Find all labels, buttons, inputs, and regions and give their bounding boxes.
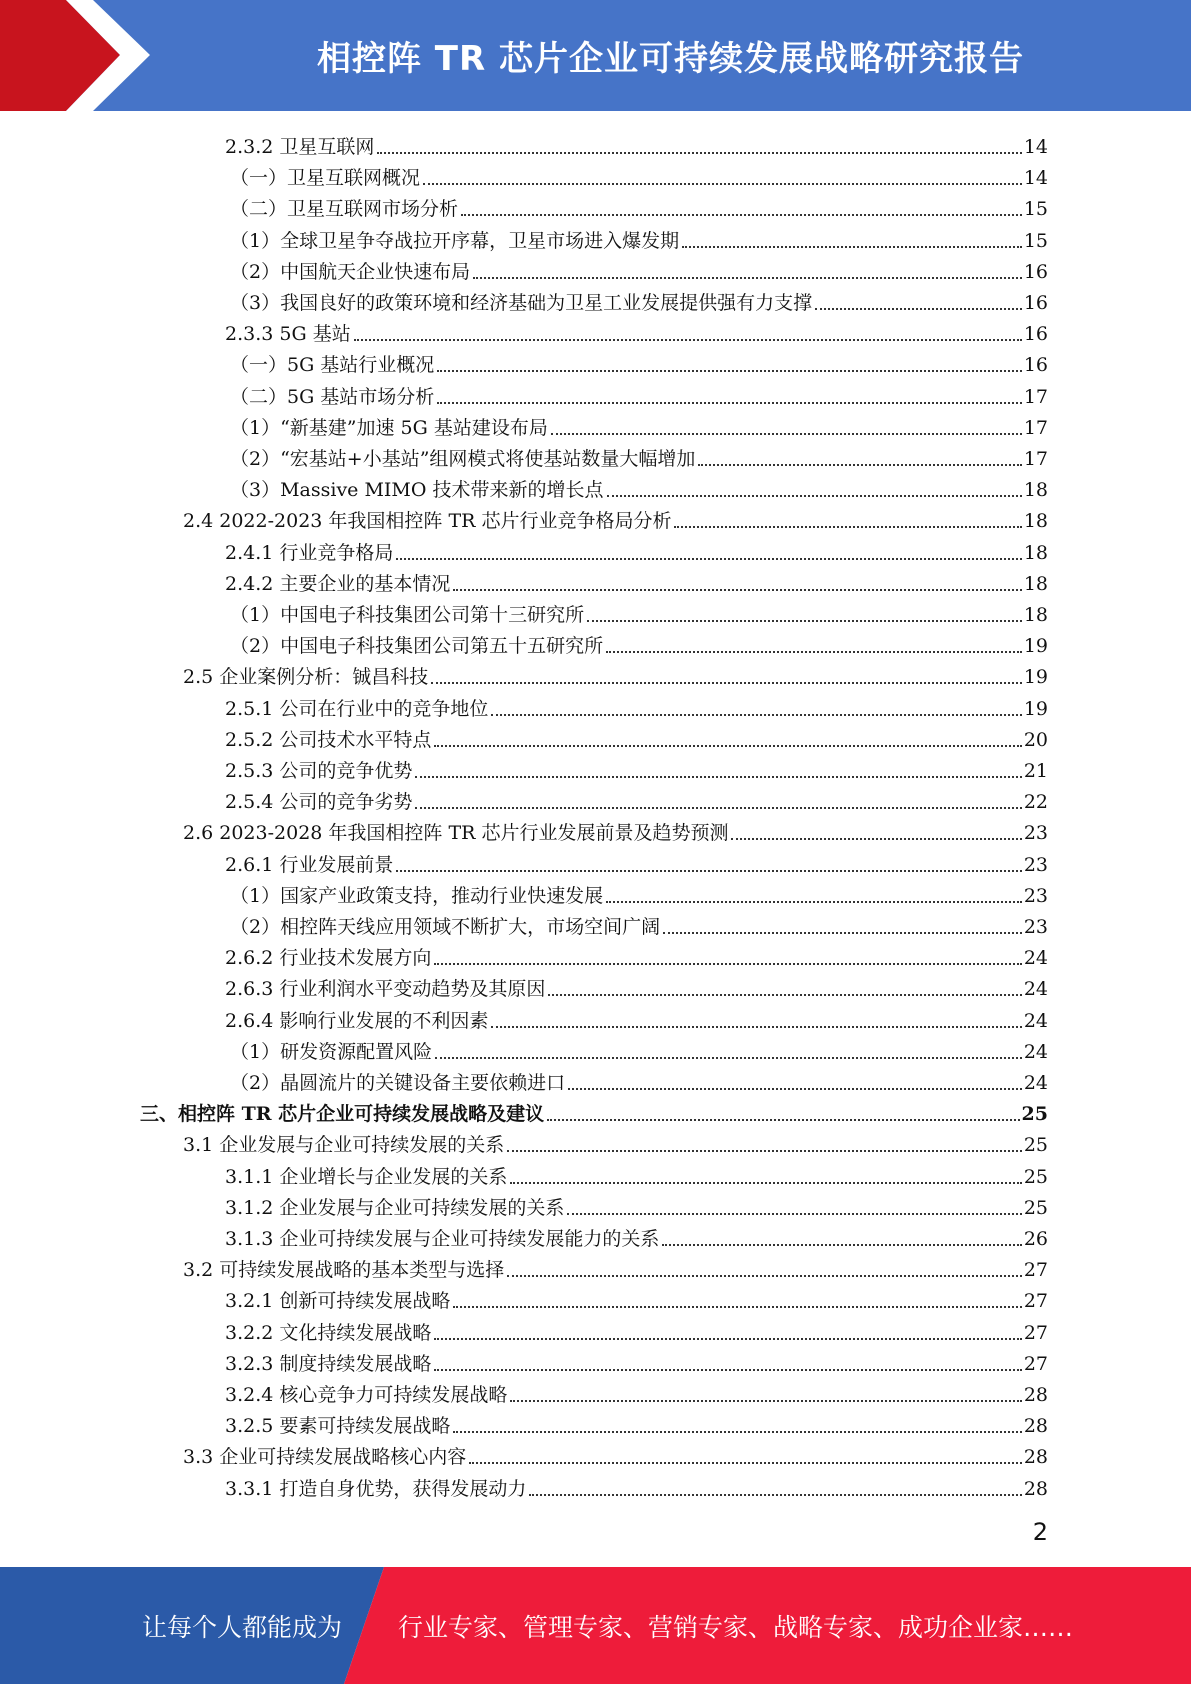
toc-entry-title: 三、相控阵 TR 芯片企业可持续发展战略及建议 — [140, 1103, 545, 1126]
toc-entry-page: 28 — [1023, 1415, 1048, 1438]
toc-entry-page: 15 — [1023, 198, 1048, 221]
toc-dot-leader — [396, 869, 1021, 872]
toc-entry[interactable] — [230, 627, 1048, 658]
toc-dot-leader — [461, 213, 1022, 216]
toc-dot-leader — [437, 401, 1022, 404]
toc-entry-title: （1）研发资源配置风险 — [230, 1040, 433, 1063]
toc-dot-leader — [587, 619, 1022, 622]
toc-entry-title: 2.5.1 公司在行业中的竞争地位 — [225, 697, 489, 720]
toc-entry-page: 27 — [1023, 1321, 1048, 1344]
toc-entry-page: 17 — [1023, 416, 1048, 439]
toc-entry[interactable] — [225, 721, 1048, 752]
toc-entry-title: （1）全球卫星争夺战拉开序幕，卫星市场进入爆发期 — [230, 229, 680, 252]
toc-entry[interactable] — [230, 877, 1048, 908]
toc-entry-page: 17 — [1023, 385, 1048, 408]
toc-dot-leader — [491, 713, 1021, 716]
toc-dot-leader — [434, 744, 1021, 747]
toc-entry-title: 3.2 可持续发展战略的基本类型与选择 — [183, 1259, 505, 1282]
toc-entry-title: （2）中国电子科技集团公司第五十五研究所 — [230, 635, 604, 658]
toc-entry-page: 16 — [1023, 260, 1048, 283]
toc-entry-page: 23 — [1023, 853, 1048, 876]
toc-entry-title: （3）我国良好的政策环境和经济基础为卫星工业发展提供强有力支撑 — [230, 292, 813, 314]
toc-entry-title: 3.3.1 打造自身优势，获得发展动力 — [225, 1477, 527, 1500]
toc-entry[interactable] — [230, 440, 1048, 471]
toc-entry[interactable] — [183, 814, 1048, 845]
toc-entry[interactable] — [225, 783, 1048, 814]
toc-dot-leader — [682, 245, 1022, 248]
toc-entry-title: （1）中国电子科技集团公司第十三研究所 — [230, 604, 585, 626]
toc-entry[interactable] — [230, 1033, 1048, 1064]
toc-entry[interactable] — [230, 378, 1048, 409]
toc-entry-title: 3.2.1 创新可持续发展战略 — [225, 1290, 451, 1313]
toc-entry-page: 22 — [1023, 791, 1048, 814]
toc-entry-title: 3.1.1 企业增长与企业发展的关系 — [225, 1165, 508, 1188]
toc-entry-title: 2.5.4 公司的竞争劣势 — [225, 791, 413, 814]
toc-entry-title: 3.3 企业可持续发展战略核心内容 — [183, 1446, 467, 1469]
toc-entry[interactable] — [225, 846, 1048, 877]
toc-entry-page: 25 — [1023, 1196, 1048, 1219]
toc-dot-leader — [529, 1493, 1021, 1496]
toc-entry[interactable] — [225, 939, 1048, 970]
toc-entry-page: 14 — [1023, 136, 1048, 158]
toc-entry-title: 2.5.3 公司的竞争优势 — [225, 760, 413, 782]
toc-entry-title: （1）“新基建”加速 5G 基站建设布局 — [230, 416, 548, 439]
page-header — [0, 0, 1191, 111]
toc-entry-page: 25 — [1021, 1103, 1048, 1126]
toc-entry-title: 2.3.3 5G 基站 — [225, 323, 351, 346]
toc-entry-page: 28 — [1023, 1477, 1048, 1500]
toc-entry-page: 25 — [1023, 1165, 1048, 1188]
toc-entry[interactable] — [183, 1251, 1048, 1282]
toc-entry-page: 24 — [1023, 978, 1048, 1001]
toc-entry[interactable] — [225, 690, 1048, 721]
toc-entry-page: 14 — [1023, 167, 1048, 190]
toc-dot-leader — [434, 1368, 1021, 1371]
toc-dot-leader — [567, 1212, 1021, 1215]
footer-slogan-left: 让每个人都能成为 — [142, 1612, 343, 1642]
toc-entry-title: 2.6.4 影响行业发展的不利因素 — [225, 1009, 489, 1032]
toc-entry-title: 2.5 企业案例分析：铖昌科技 — [183, 666, 429, 689]
toc-entry[interactable] — [225, 1314, 1048, 1345]
toc-dot-leader — [547, 1118, 1019, 1121]
toc-entry-title: （2）相控阵天线应用领域不断扩大，市场空间广阔 — [230, 916, 661, 938]
toc-entry-page: 15 — [1023, 229, 1048, 252]
toc-entry-page: 16 — [1023, 292, 1048, 314]
toc-dot-leader — [431, 681, 1022, 684]
toc-entry-page: 24 — [1023, 947, 1048, 970]
toc-entry-page: 28 — [1023, 1446, 1048, 1469]
toc-entry-page: 24 — [1023, 1009, 1048, 1032]
footer-slogan-right: 行业专家、管理专家、营销专家、战略专家、成功企业家…… — [398, 1612, 1074, 1642]
toc-entry[interactable] — [225, 1345, 1048, 1376]
toc-entry-title: 2.6 2023-2028 年我国相控阵 TR 芯片行业发展前景及趋势预测 — [183, 822, 729, 845]
toc-entry-page: 18 — [1023, 541, 1048, 564]
toc-entry[interactable] — [230, 908, 1048, 939]
toc-dot-leader — [434, 962, 1021, 965]
toc-entry[interactable] — [225, 1376, 1048, 1407]
toc-entry[interactable] — [183, 1438, 1048, 1469]
toc-dot-leader — [415, 806, 1021, 809]
toc-entry[interactable] — [225, 128, 1048, 159]
toc-dot-leader — [548, 993, 1021, 996]
toc-dot-leader — [469, 1461, 1022, 1464]
toc-dot-leader — [663, 931, 1022, 934]
toc-dot-leader — [453, 588, 1021, 591]
toc-entry[interactable] — [225, 1220, 1048, 1251]
toc-dot-leader — [607, 494, 1022, 497]
toc-entry[interactable] — [183, 658, 1048, 689]
toc-dot-leader — [674, 525, 1021, 528]
toc-entry-page: 17 — [1023, 448, 1048, 470]
toc-entry[interactable] — [225, 1002, 1048, 1033]
toc-dot-leader — [437, 369, 1022, 372]
toc-entry[interactable] — [230, 471, 1048, 502]
toc-entry-title: （一）卫星互联网概况 — [230, 167, 421, 190]
toc-entry-title: 2.4 2022-2023 年我国相控阵 TR 芯片行业竞争格局分析 — [183, 510, 672, 533]
toc-entry-title: 3.2.2 文化持续发展战略 — [225, 1321, 432, 1344]
toc-entry[interactable] — [225, 315, 1048, 346]
toc-dot-leader — [423, 182, 1022, 185]
toc-entry-title: （二）卫星互联网市场分析 — [230, 198, 459, 221]
toc-dot-leader — [568, 1087, 1022, 1090]
toc-entry-title: （一）5G 基站行业概况 — [230, 354, 435, 377]
toc-entry[interactable] — [225, 970, 1048, 1001]
toc-dot-leader — [698, 463, 1021, 466]
toc-entry[interactable] — [225, 1282, 1048, 1313]
toc-entry[interactable] — [225, 1189, 1048, 1220]
toc-entry-page: 26 — [1023, 1228, 1048, 1250]
toc-entry-page: 27 — [1023, 1290, 1048, 1313]
toc-dot-leader — [435, 1056, 1022, 1059]
toc-dot-leader — [453, 1430, 1021, 1433]
toc-dot-leader — [453, 1305, 1021, 1308]
report-title: 相控阵 TR 芯片企业可持续发展战略研究报告 — [316, 39, 1025, 79]
toc-entry-title: 3.2.3 制度持续发展战略 — [225, 1352, 432, 1375]
toc-entry-title: 3.2.4 核心竞争力可持续发展战略 — [225, 1384, 508, 1406]
toc-entry-page: 18 — [1023, 604, 1048, 626]
toc-dot-leader — [507, 1274, 1022, 1277]
toc-dot-leader — [662, 1243, 1021, 1246]
page-number: 2 — [1032, 1518, 1048, 1546]
toc-entry-page: 21 — [1023, 760, 1048, 782]
toc-entry[interactable] — [225, 1158, 1048, 1189]
toc-entry-title: （二）5G 基站市场分析 — [230, 385, 435, 408]
toc-entry-page: 25 — [1023, 1134, 1048, 1157]
toc-entry-title: 3.1 企业发展与企业可持续发展的关系 — [183, 1134, 505, 1157]
toc-entry[interactable] — [183, 1126, 1048, 1157]
toc-entry-title: 2.6.3 行业利润水平变动趋势及其原因 — [225, 978, 546, 1001]
toc-entry-title: 2.4.2 主要企业的基本情况 — [225, 572, 451, 595]
toc-dot-leader — [731, 837, 1021, 840]
toc-entry[interactable] — [230, 284, 1048, 315]
toc-entry-title: 2.5.2 公司技术水平特点 — [225, 728, 432, 751]
toc-entry[interactable] — [230, 1064, 1048, 1095]
toc-entry[interactable] — [230, 596, 1048, 627]
toc-dot-leader — [551, 432, 1022, 435]
toc-entry[interactable] — [225, 1407, 1048, 1438]
toc-entry[interactable] — [230, 222, 1048, 253]
toc-dot-leader — [473, 276, 1022, 279]
toc-entry[interactable] — [225, 534, 1048, 565]
toc-entry-page: 19 — [1023, 635, 1048, 658]
toc-entry[interactable] — [183, 502, 1048, 533]
toc-dot-leader — [510, 1181, 1021, 1184]
toc-dot-leader — [377, 151, 1021, 154]
toc-dot-leader — [415, 775, 1021, 778]
toc-entry-page: 28 — [1023, 1384, 1048, 1406]
toc-entry-page: 19 — [1023, 697, 1048, 720]
toc-entry-page: 24 — [1023, 1072, 1048, 1094]
toc-dot-leader — [396, 557, 1021, 560]
toc-entry-page: 18 — [1023, 572, 1048, 595]
toc-entry[interactable] — [225, 565, 1048, 596]
toc-entry-title: （2）晶圆流片的关键设备主要依赖进口 — [230, 1072, 566, 1094]
toc-entry[interactable] — [225, 752, 1048, 783]
toc-entry[interactable] — [230, 159, 1048, 190]
toc-entry[interactable] — [225, 1470, 1048, 1501]
toc-entry-title: 2.3.2 卫星互联网 — [225, 136, 375, 158]
toc-entry-page: 23 — [1023, 822, 1048, 845]
toc-entry-page: 27 — [1023, 1259, 1048, 1282]
toc-dot-leader — [606, 900, 1022, 903]
toc-entry-page: 16 — [1023, 354, 1048, 377]
toc-entry-title: （2）“宏基站+小基站”组网模式将使基站数量大幅增加 — [230, 448, 696, 470]
toc-entry[interactable] — [230, 346, 1048, 377]
toc-entry-title: （1）国家产业政策支持，推动行业快速发展 — [230, 884, 604, 907]
toc-dot-leader — [815, 307, 1022, 310]
toc-entry-page: 27 — [1023, 1352, 1048, 1375]
toc-entry-page: 18 — [1023, 479, 1048, 502]
toc-entry-title: （3）Massive MIMO 技术带来新的增长点 — [230, 479, 604, 502]
toc-entry-title: 3.2.5 要素可持续发展战略 — [225, 1415, 451, 1438]
toc-dot-leader — [491, 1025, 1021, 1028]
toc-dot-leader — [354, 338, 1022, 341]
toc-entry-page: 18 — [1023, 510, 1048, 533]
toc-entry-page: 23 — [1023, 884, 1048, 907]
toc-entry[interactable] — [230, 190, 1048, 221]
toc-entry[interactable] — [230, 409, 1048, 440]
toc-dot-leader — [434, 1337, 1021, 1340]
toc-entry-title: 2.6.2 行业技术发展方向 — [225, 947, 432, 970]
toc-entry-title: 3.1.3 企业可持续发展与企业可持续发展能力的关系 — [225, 1228, 660, 1250]
toc-entry-page: 20 — [1023, 728, 1048, 751]
toc-entry-page: 24 — [1023, 1040, 1048, 1063]
toc-entry-page: 19 — [1023, 666, 1048, 689]
toc-entry[interactable] — [230, 253, 1048, 284]
toc-entry-title: 2.6.1 行业发展前景 — [225, 853, 394, 876]
toc-entry-title: 2.4.1 行业竞争格局 — [225, 541, 394, 564]
toc-entry[interactable] — [140, 1095, 1048, 1126]
toc-dot-leader — [507, 1149, 1022, 1152]
toc-entry-title: 3.1.2 企业发展与企业可持续发展的关系 — [225, 1196, 565, 1219]
toc-entry-page: 16 — [1023, 323, 1048, 346]
toc-entry-title: （2）中国航天企业快速布局 — [230, 260, 471, 283]
toc-entry-page: 23 — [1023, 916, 1048, 938]
toc-dot-leader — [510, 1399, 1021, 1402]
toc-dot-leader — [606, 650, 1022, 653]
page-footer — [0, 1567, 1191, 1684]
